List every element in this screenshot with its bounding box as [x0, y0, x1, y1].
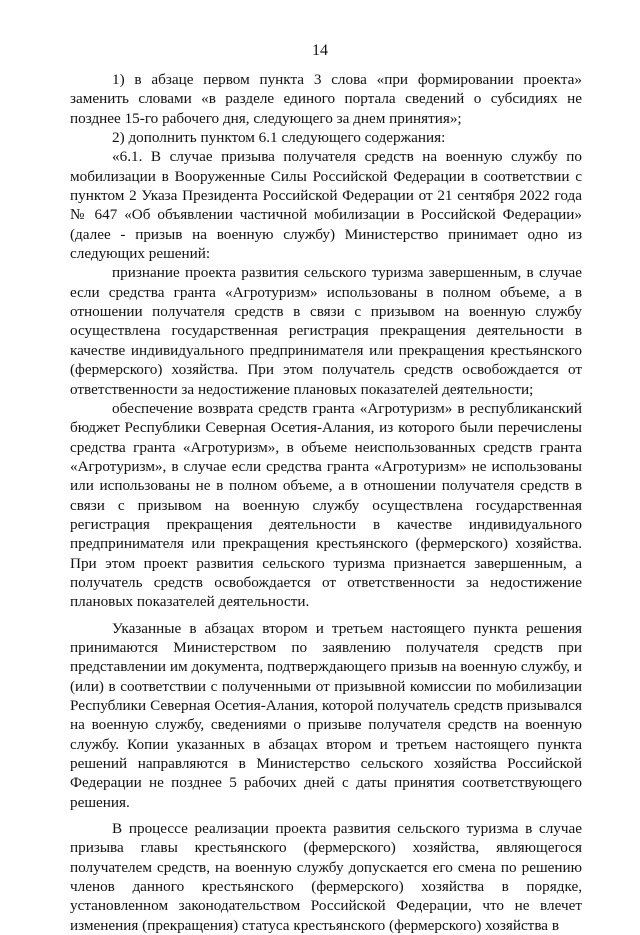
page-number: 14	[312, 42, 328, 59]
paragraph-decisions-procedure: Указанные в абзацах втором и третьем настоящего пункта решения принимаются Министерством по заявлению получателя средств при представлении им документа, подтверждающего призыв на военную службу, и (или) в соответствии с полученными от призывной комиссии по мобилизации Республики Северная Осетия-Алания, которой получатель средств призывался на военную службу, сведениями о призыве получателя средств на военную службу. Копии указанных в абзацах втором и третьем настоящего пункта решений направляются в Министерство сельского хозяйства Российской Федерации не позднее 5 рабочих дней с даты принятия соответствующего решения.	[70, 619, 582, 811]
paragraph-decision-refund: обеспечение возврата средств гранта «Агротуризм» в республиканский бюджет Республики Северная Осетия-Алания, из которого были перечислены средства гранта «Агротуризм», в объеме неиспользованных средств гранта «Агротуризм», в случае если средства гранта «Агротуризм» не использованы или использованы не в полном объеме, а в отношении получателя средств в связи с призывом на военную службу осуществлена государственная регистрация прекращения деятельности в качестве индивидуального предпринимателя или прекращения крестьянского (фермерского) хозяйства. При этом проект развития сельского туризма признается завершенным, а получатель средств освобождается от ответственности за недостижение плановых показателей деятельности.	[70, 399, 582, 611]
paragraph-decision-completion: признание проекта развития сельского туризма завершенным, в случае если средства гранта «Агротуризм» использованы в полном объеме, а в отношении получателя средств в связи с призывом на военную службу осуществлена государственная регистрация прекращения деятельности в качестве индивидуального предпринимателя или прекращения крестьянского (фермерского) хозяйства. При этом получатель средств освобождается от ответственности за недостижение плановых показателей деятельности;	[70, 264, 582, 398]
paragraph-clause-6-1: «6.1. В случае призыва получателя средств на военную службу по мобилизации в Вооруженные Силы Российской Федерации в соответствии с пунктом 2 Указа Президента Российской Федерации от 21 сентября 2022 года № 647 «Об объявлении частичной мобилизации в Российской Федерации» (далее - призыв на военную службу) Министерство принимает одно из следующих решений:	[70, 148, 582, 263]
document-body	[70, 70, 582, 935]
paragraph-amend-clause-3: 1) в абзаце первом пункта 3 слова «при формировании проекта» заменить словами «в разделе единого портала сведений о субсидиях не позднее 15-го рабочего дня, следующего за днем принятия»;	[70, 71, 582, 127]
paragraph-head-replacement: В процессе реализации проекта развития сельского туризма в случае призыва главы крестьянского (фермерского) хозяйства, являющегося получателем средств, на военную службу допускается его смена по решению членов данного крестьянского (фермерского) хозяйства в порядке, установленном законодательством Российской Федерации, что не влечет изменения (прекращения) статуса крестьянского (фермерского) хозяйства в	[70, 820, 582, 934]
paragraph-add-clause-6-1: 2) дополнить пунктом 6.1 следующего содержания:	[112, 129, 446, 147]
